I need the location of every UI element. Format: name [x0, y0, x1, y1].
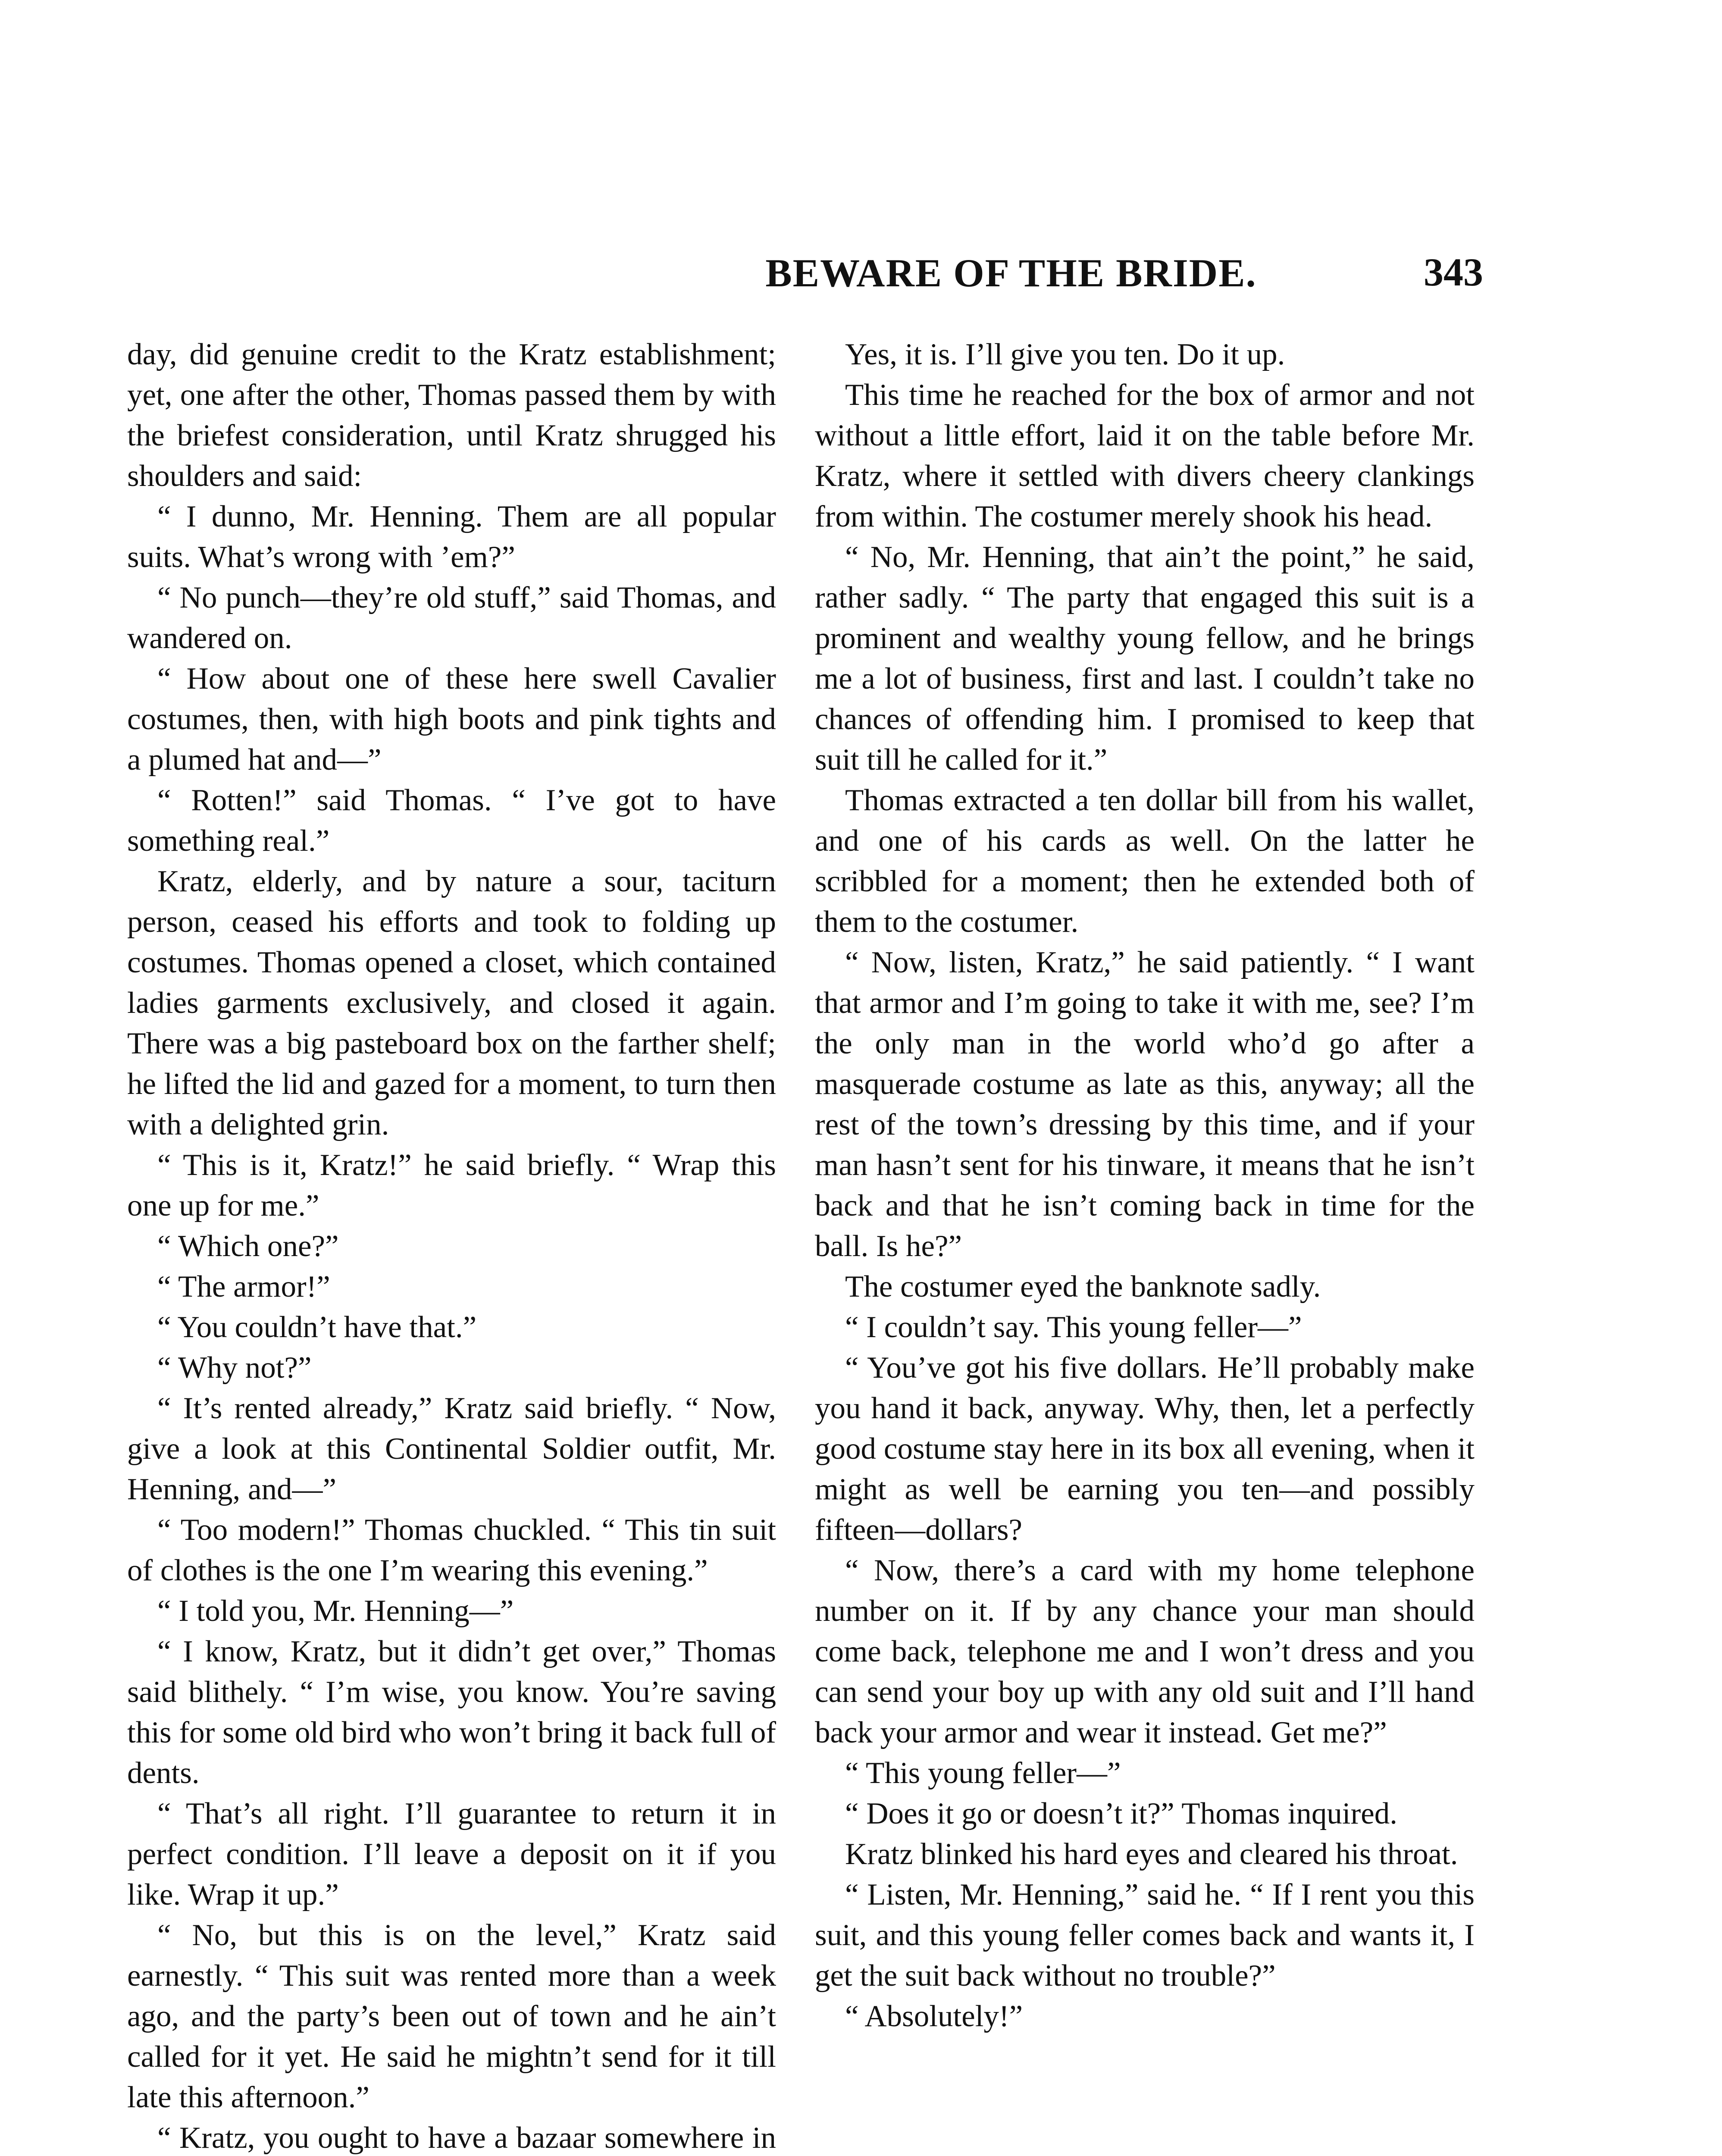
paragraph: Thomas extracted a ten dollar bill from his wallet, and one of his cards as well. On the latter he scribbled for a moment; then he extended both of them to the costumer. [815, 783, 1475, 939]
paragraph: “ Now, listen, Kratz,” he said patiently. “ I want that armor and I’m going to take it with me, see? I’m the only man in the world who’d go after a masquerade costume as late as this, anyway; all the rest of the town’s dressing by this time, and if your man hasn’t sent for his tinware, it means that he isn’t back and that he isn’t coming back in time for the ball. Is he?” [815, 946, 1475, 1263]
paragraph: day, did genuine credit to the Kratz establishment; yet, one after the other, Thomas passed them by with the briefest consideration, until Kratz shrugged his shoulders and said: [127, 338, 776, 493]
paragraph: “ Why not?” [157, 1351, 312, 1385]
paragraph: Kratz blinked his hard eyes and cleared his throat. [845, 1837, 1458, 1871]
paragraph: “ The armor!” [157, 1270, 330, 1304]
paragraph: “ No, Mr. Henning, that ain’t the point,” he said, rather sadly. “ The party that engaged this suit is a prominent and wealthy young fellow, and he brings me a lot of business, first and last. I couldn’t take no chances of offending him. I promised to keep that suit till he called for it.” [815, 540, 1475, 777]
paragraph: “ Kratz, you ought to have a bazaar somewhere in [157, 2121, 776, 2155]
paragraph: “ How about one of these here swell Cavalier costumes, then, with high boots and pink tights and a plumed hat and—” [127, 662, 776, 777]
paragraph: “ This young feller—” [845, 1756, 1121, 1790]
paragraph: “ Does it go or doesn’t it?” Thomas inquired. [845, 1797, 1398, 1830]
paragraph: “ Too modern!” Thomas chuckled. “ This tin suit of clothes is the one I’m wearing this evening.” [127, 1513, 776, 1587]
paragraph: “ I couldn’t say. This young feller—” [845, 1310, 1302, 1344]
paragraph: “ Listen, Mr. Henning,” said he. “ If I rent you this suit, and this young feller comes back and wants it, I get the suit back without no trouble?” [815, 1878, 1475, 1993]
paragraph: “ No punch—they’re old stuff,” said Thomas, and wandered on. [127, 581, 776, 655]
paragraph: Kratz, elderly, and by nature a sour, taciturn person, ceased his efforts and took to folding up costumes. Thomas opened a closet, which contained ladies garments exclusively, and closed it again. There was a big pasteboard box on the farther shelf; he lifted the lid and gazed for a moment, to turn then with a delighted grin. [127, 865, 776, 1141]
paragraph: “ This is it, Kratz!” he said briefly. “ Wrap this one up for me.” [127, 1148, 776, 1222]
paragraph: “ You couldn’t have that.” [157, 1310, 477, 1344]
paragraph: “ I told you, Mr. Henning—” [157, 1594, 514, 1628]
paragraph: “ Which one?” [157, 1229, 339, 1263]
paragraph: Yes, it is. I’ll give you ten. Do it up. [845, 338, 1285, 371]
left-column [127, 334, 776, 2156]
paragraph: This time he reached for the box of armor and not without a little effort, laid it on the table before Mr. Kratz, where it settled with divers cheery clankings from within. The costumer merely shook his head. [815, 378, 1475, 533]
paragraph: “ I dunno, Mr. Henning. Them are all popular suits. What’s wrong with ’em?” [127, 500, 776, 574]
paragraph: “ It’s rented already,” Kratz said briefly. “ Now, give a look at this Continental Soldier outfit, Mr. Henning, and—” [127, 1391, 776, 1506]
running-head: BEWARE OF THE BRIDE. [765, 251, 1257, 295]
paragraph: “ I know, Kratz, but it didn’t get over,” Thomas said blithely. “ I’m wise, you know. You’re saving this for some old bird who won’t bring it back full of dents. [127, 1635, 776, 1790]
paragraph: “ You’ve got his five dollars. He’ll probably make you hand it back, anyway. Why, then, let a perfectly good costume stay here in its box all evening, when it might as well be earning you ten—and possibly fifteen—dollars? [815, 1351, 1475, 1547]
right-column [815, 334, 1475, 2037]
paragraph: The costumer eyed the banknote sadly. [845, 1270, 1321, 1304]
paragraph: “ No, but this is on the level,” Kratz said earnestly. “ This suit was rented more than a week ago, and the party’s been out of town and he ain’t called for it yet. He said he mightn’t send for it till late this afternoon.” [127, 1918, 776, 2114]
page-number: 343 [1424, 250, 1483, 294]
paragraph: “ Absolutely!” [845, 1999, 1023, 2033]
paragraph: “ Now, there’s a card with my home telephone number on it. If by any chance your man should come back, telephone me and I won’t dress and you can send your boy up with any old suit and I’ll hand back your armor and wear it instead. Get me?” [815, 1554, 1475, 1749]
paragraph: “ Rotten!” said Thomas. “ I’ve got to have something real.” [127, 783, 776, 858]
paragraph: “ That’s all right. I’ll guarantee to return it in perfect condition. I’ll leave a deposit on it if you like. Wrap it up.” [127, 1797, 776, 1912]
